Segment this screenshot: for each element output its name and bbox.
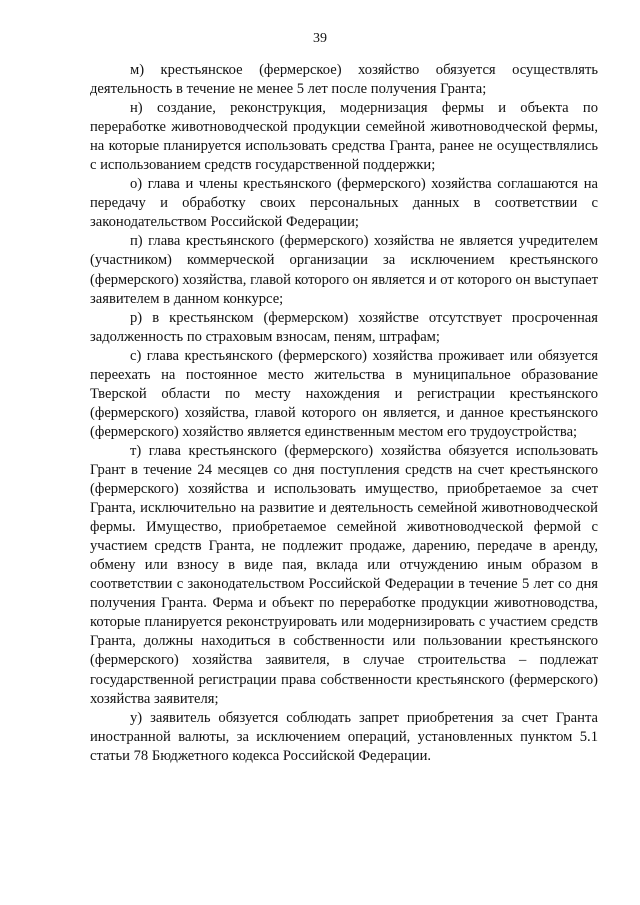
paragraph-o: о) глава и члены крестьянского (фермерского) хозяйства соглашаются на передачу и обработку своих персональных данных в соответствии с законодательством Российской Федерации;	[90, 176, 598, 231]
page-number: 39	[313, 31, 327, 46]
document-body	[90, 61, 598, 766]
paragraph-n: н) создание, реконструкция, модернизация фермы и объекта по переработке животноводческой продукции семейной животноводческой фермы, на которые планируется использовать средства Гранта, ранее не осуществлялись с использованием средств государственной поддержки;	[90, 100, 598, 174]
paragraph-u: у) заявитель обязуется соблюдать запрет приобретения за счет Гранта иностранной валюты, за исключением операций, установленных пунктом 5.1 статьи 78 Бюджетного кодекса Российской Федерации.	[90, 709, 598, 764]
paragraph-r: р) в крестьянском (фермерском) хозяйстве отсутствует просроченная задолженность по страховым взносам, пеням, штрафам;	[90, 309, 598, 345]
paragraph-p: п) глава крестьянского (фермерского) хозяйства не является учредителем (участником) коммерческой организации за исключением крестьянского (фермерского) хозяйства, главой которого он является и от которого он выступает заявителем в данном конкурсе;	[90, 233, 598, 307]
paragraph-t: т) глава крестьянского (фермерского) хозяйства обязуется использовать Грант в течение 24 месяцев со дня поступления средств на счет крестьянского (фермерского) хозяйства и использовать имущество, приобретаемое за счет Гранта, исключительно на развитие и деятельность семейной животноводческой фермы. Имущество, приобретаемое семейной животноводческой фермой с участием средств Гранта, не подлежит продаже, дарению, передаче в аренду, обмену или взносу в виде пая, вклада или отчуждению иным образом в соответствии с законодательством Российской Федерации в течение 5 лет со дня получения Гранта. Ферма и объект по переработке продукции животноводства, которые планируется реконструировать или модернизировать с участием средств Гранта, должны находиться в собственности или пользовании крестьянского (фермерского) хозяйства заявителя, в случае строительства – подлежат государственной регистрации права собственности крестьянского (фермерского) хозяйства заявителя;	[90, 442, 598, 707]
paragraph-m: м) крестьянское (фермерское) хозяйство обязуется осуществлять деятельность в течение не менее 5 лет после получения Гранта;	[90, 62, 598, 98]
paragraph-s: с) глава крестьянского (фермерского) хозяйства проживает или обязуется переехать на постоянное место жительства в муниципальное образование Тверской области по месту нахождения и регистрации крестьянского (фермерского) хозяйства, главой которого он является, и данное крестьянского (фермерского) хозяйство является единственным местом его трудоустройства;	[90, 347, 598, 440]
